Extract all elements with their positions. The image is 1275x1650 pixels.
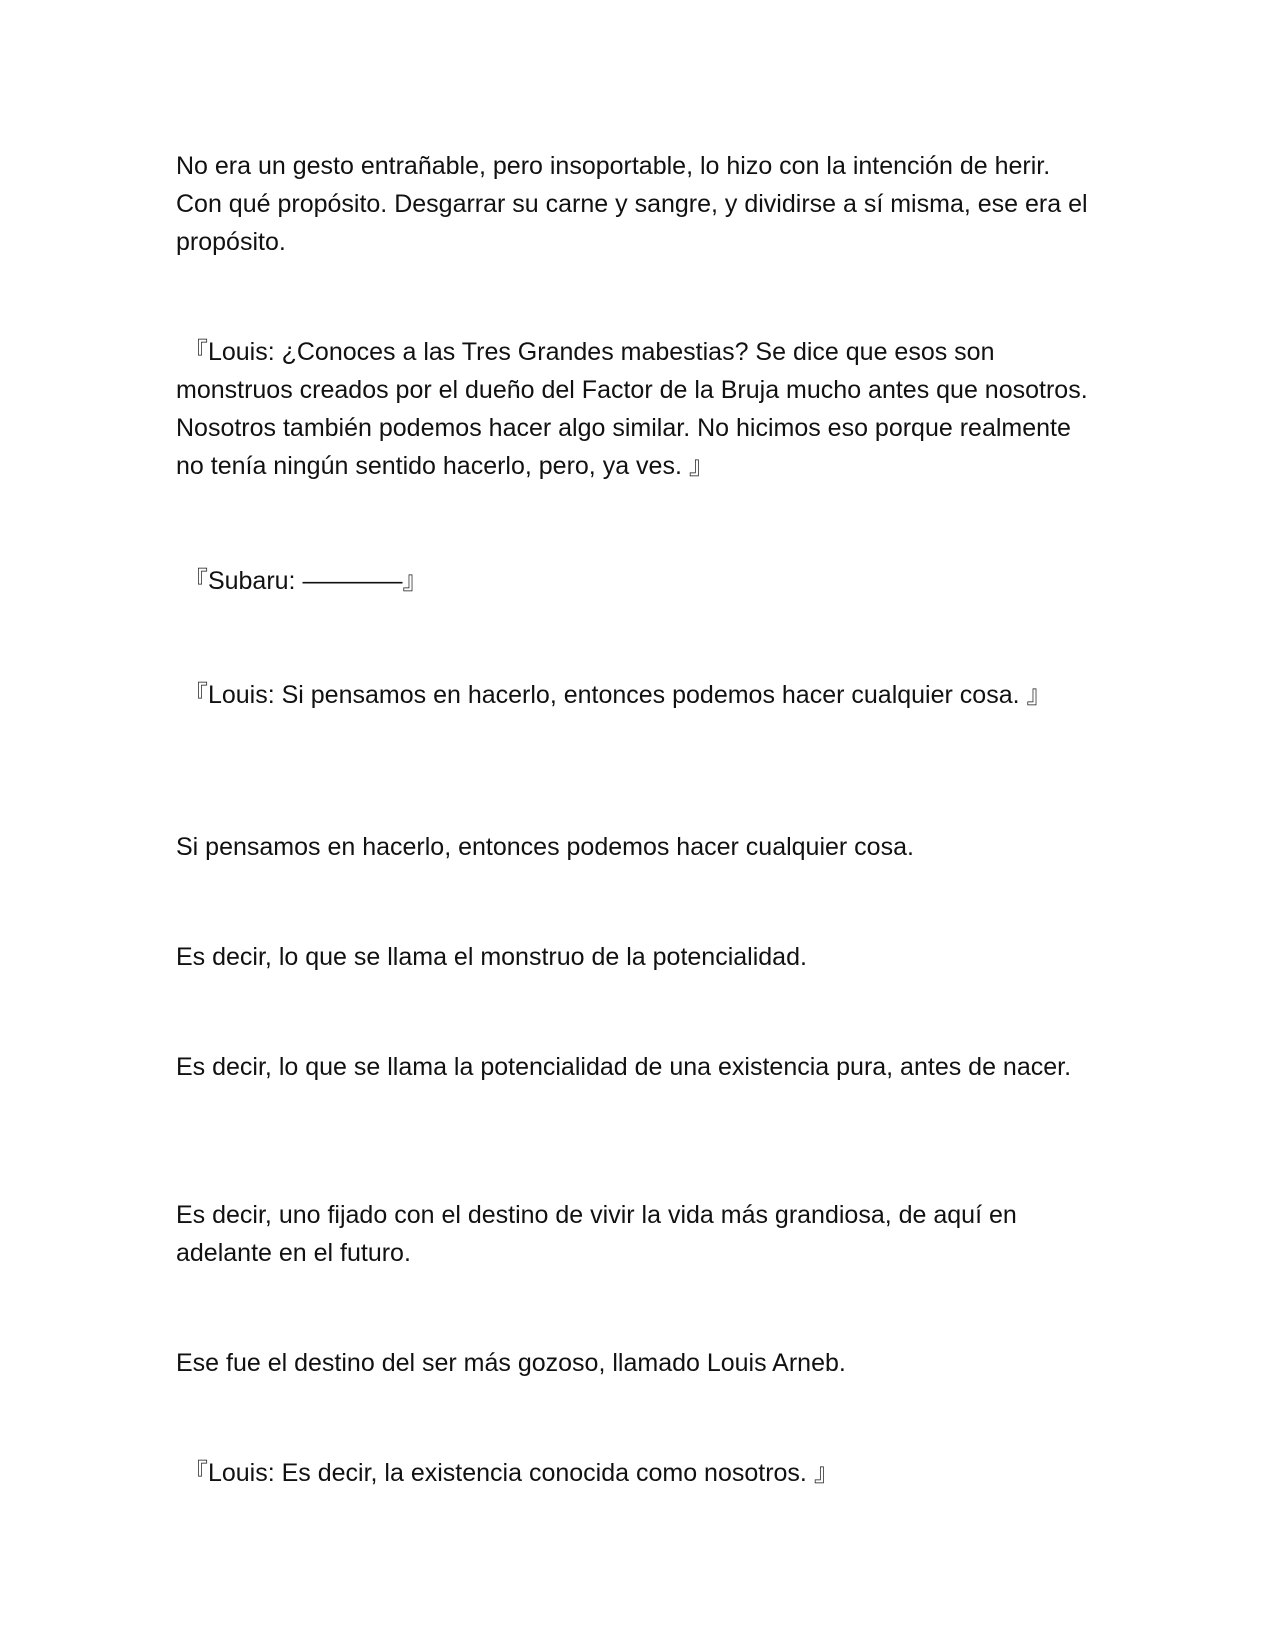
paragraph-louis-arneb: Ese fue el destino del ser más gozoso, llamado Louis Arneb. xyxy=(176,1349,846,1377)
paragraph-destiny: Es decir, uno fijado con el destino de vivir la vida más grandiosa, de aquí en adelante en el futuro. xyxy=(176,1201,1017,1267)
paragraph-echo: Si pensamos en hacerlo, entonces podemos hacer cualquier cosa. xyxy=(176,833,914,861)
dialogue-louis-existence: 『Louis: Es decir, la existencia conocida como nosotros. 』 xyxy=(176,1459,839,1487)
dialogue-louis-anything: 『Louis: Si pensamos en hacerlo, entonces podemos hacer cualquier cosa. 』 xyxy=(176,681,1052,709)
paragraph-potentiality: Es decir, lo que se llama la potencialidad de una existencia pura, antes de nacer. xyxy=(176,1053,1072,1081)
paragraph-intro: No era un gesto entrañable, pero insoportable, lo hizo con la intención de herir. Con qué propósito. Desgarrar su carne y sangre, y dividirse a sí misma, ese era el propósito. xyxy=(176,152,1088,256)
paragraph-monster: Es decir, lo que se llama el monstruo de la potencialidad. xyxy=(176,943,807,971)
dialogue-subaru: 『Subaru: ————』 xyxy=(176,567,428,595)
dialogue-louis-mabestias: 『Louis: ¿Conoces a las Tres Grandes mabestias? Se dice que esos son monstruos creados por el dueño del Factor de la Bruja mucho antes que nosotros. Nosotros también podemos hacer algo similar. No hicimos eso porque realmente no tenía ningún sentido hacerlo, pero, ya ves. 』 xyxy=(176,338,1088,480)
